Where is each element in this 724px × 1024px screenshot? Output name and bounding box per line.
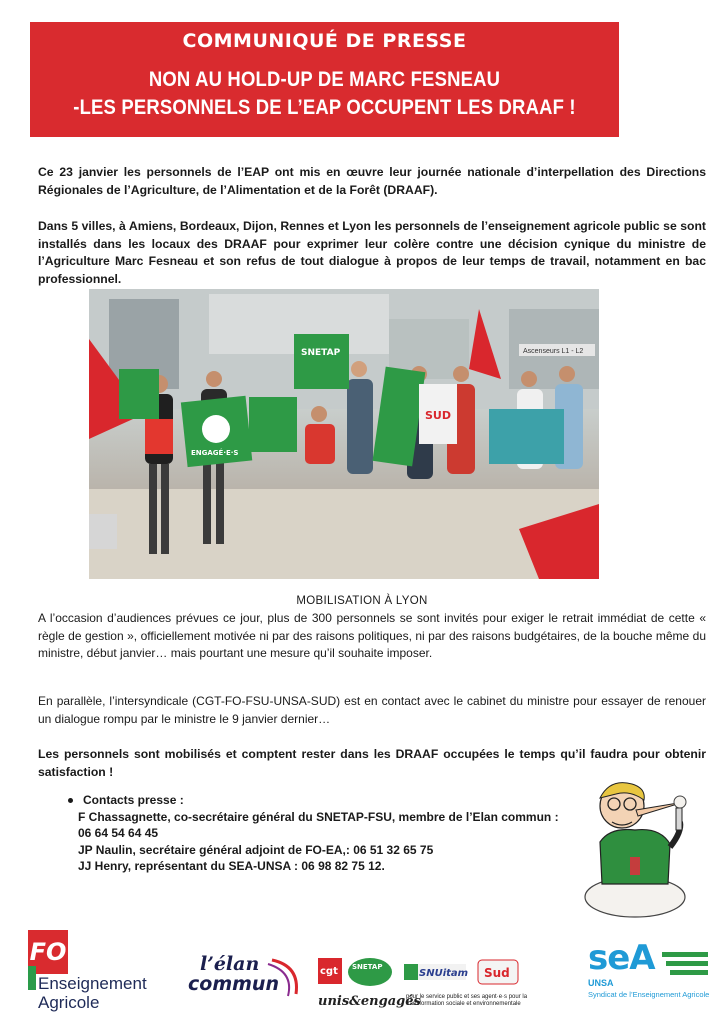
headline xyxy=(65,66,583,122)
press-contacts-title: Contacts presse : xyxy=(68,792,608,809)
cities-paragraph: Dans 5 villes, à Amiens, Bordeaux, Dijon, Rennes et Lyon les personnels de l’enseignement agricole public se sont installés dans les locaux des DRAAF pour exprimer leur colère contre une décision cynique du ministre de l’Agriculture Marc Fesneau et son refus de tout dialogue à propos de leur temps de travail, notamment en bac professionnel. xyxy=(38,219,706,286)
contact-line: F Chassagnette, co-secrétaire général du SNETAP-FSU, membre de l’Elan commun : xyxy=(78,809,559,824)
protest-photo xyxy=(89,289,599,579)
protest-photo-illustration xyxy=(89,289,599,579)
snetap-banner-sub: ENGAGÉ·E·S xyxy=(191,449,239,457)
mobilisation-paragraph: Les personnels sont mobilisés et comptent rester dans les DRAAF occupées le temps qu’il faudra pour obtenir satisfaction ! xyxy=(38,747,706,779)
sud-logo-text: Sud xyxy=(484,966,510,980)
fo-logo-mark: FO xyxy=(28,930,68,974)
union-badges xyxy=(318,954,550,994)
sea-stripes-icon xyxy=(662,952,710,982)
caricature-drawing xyxy=(580,772,700,920)
intersyndicale-logos xyxy=(318,954,550,1014)
fo-logo-text xyxy=(38,974,147,1012)
unis-engages-motto: unis&engagés xyxy=(318,994,421,1009)
cgt-logo-text: cgt xyxy=(320,966,338,977)
photo-caption: MOBILISATION À LYON xyxy=(296,595,428,607)
intersyndicale-paragraph: En parallèle, l’intersyndicale (CGT-FO-FSU-UNSA-SUD) est en contact avec le cabinet du ministre pour essayer de renouer un dialogue rompu par le ministre le 9 janvier dernier… xyxy=(38,694,706,726)
fo-logo-line-1: Enseignement xyxy=(38,974,147,993)
contact-line: 06 64 54 64 45 xyxy=(78,826,159,840)
headline-line-2: -LES PERSONNELS DE L’EAP OCCUPENT LES DRAAF ! xyxy=(73,96,576,119)
elan-commun-logo xyxy=(188,954,296,1002)
caricature-illustration xyxy=(580,772,700,920)
contact-line: JJ Henry, représentant du SEA-UNSA : 06 98 82 75 12. xyxy=(78,859,385,873)
elan-swoosh-icon xyxy=(264,956,304,1000)
sea-unsa-logo xyxy=(588,940,718,1020)
unis-engages-subtitle: pour le service public et ses agent·e·s pour la transformation sociale et environnementale xyxy=(406,994,528,1007)
fo-logo-accent xyxy=(28,966,36,990)
fo-logo-line-2: Agricole xyxy=(38,993,100,1012)
sea-logo-mark: seA xyxy=(588,938,655,978)
sea-logo-unsa: UNSA xyxy=(588,978,614,988)
snetap-logo-text: SNETAP xyxy=(352,963,383,971)
audience-paragraph: A l’occasion d’audiences prévues ce jour, plus de 300 personnels se sont invités pour exiger le retrait immédiat de cette « règle de gestion », officiellement motivée ni par des raisons politiques, ni par des raisons budgétaires, de la bouche même du ministre, début janvier… mais pourtant une mesure qu’il souhaite imposer. xyxy=(38,611,706,660)
elevator-sign: Ascenseurs L1 - L2 xyxy=(523,348,584,355)
intro-paragraph: Ce 23 janvier les personnels de l’EAP ont mis en œuvre leur journée nationale d’interpellation des Directions Régionales de l’Agriculture, de l’Alimentation et de la Forêt (DRAAF). xyxy=(38,165,706,197)
sea-logo-tagline: Syndicat de l’Enseignement Agricole xyxy=(588,990,710,999)
elan-logo-line-1: l’élan xyxy=(200,953,260,975)
union-logos-footer xyxy=(0,930,724,1024)
press-contacts xyxy=(68,792,608,875)
contact-line: JP Naulin, secrétaire général adjoint de FO-EA,: 06 51 32 65 75 xyxy=(78,842,434,857)
sud-flag-text: SUD xyxy=(425,409,451,422)
press-release-kicker: COMMUNIQUÉ DE PRESSE xyxy=(182,30,467,52)
fo-ea-logo xyxy=(28,930,147,1012)
headline-line-1: NON AU HOLD-UP DE MARC FESNEAU xyxy=(148,68,501,91)
snuitam-logo-text: SNUitam xyxy=(419,968,469,979)
elan-logo-line-2: commun xyxy=(188,973,279,995)
snetap-banner-text: SNETAP xyxy=(301,348,341,358)
press-release-banner xyxy=(30,22,619,137)
